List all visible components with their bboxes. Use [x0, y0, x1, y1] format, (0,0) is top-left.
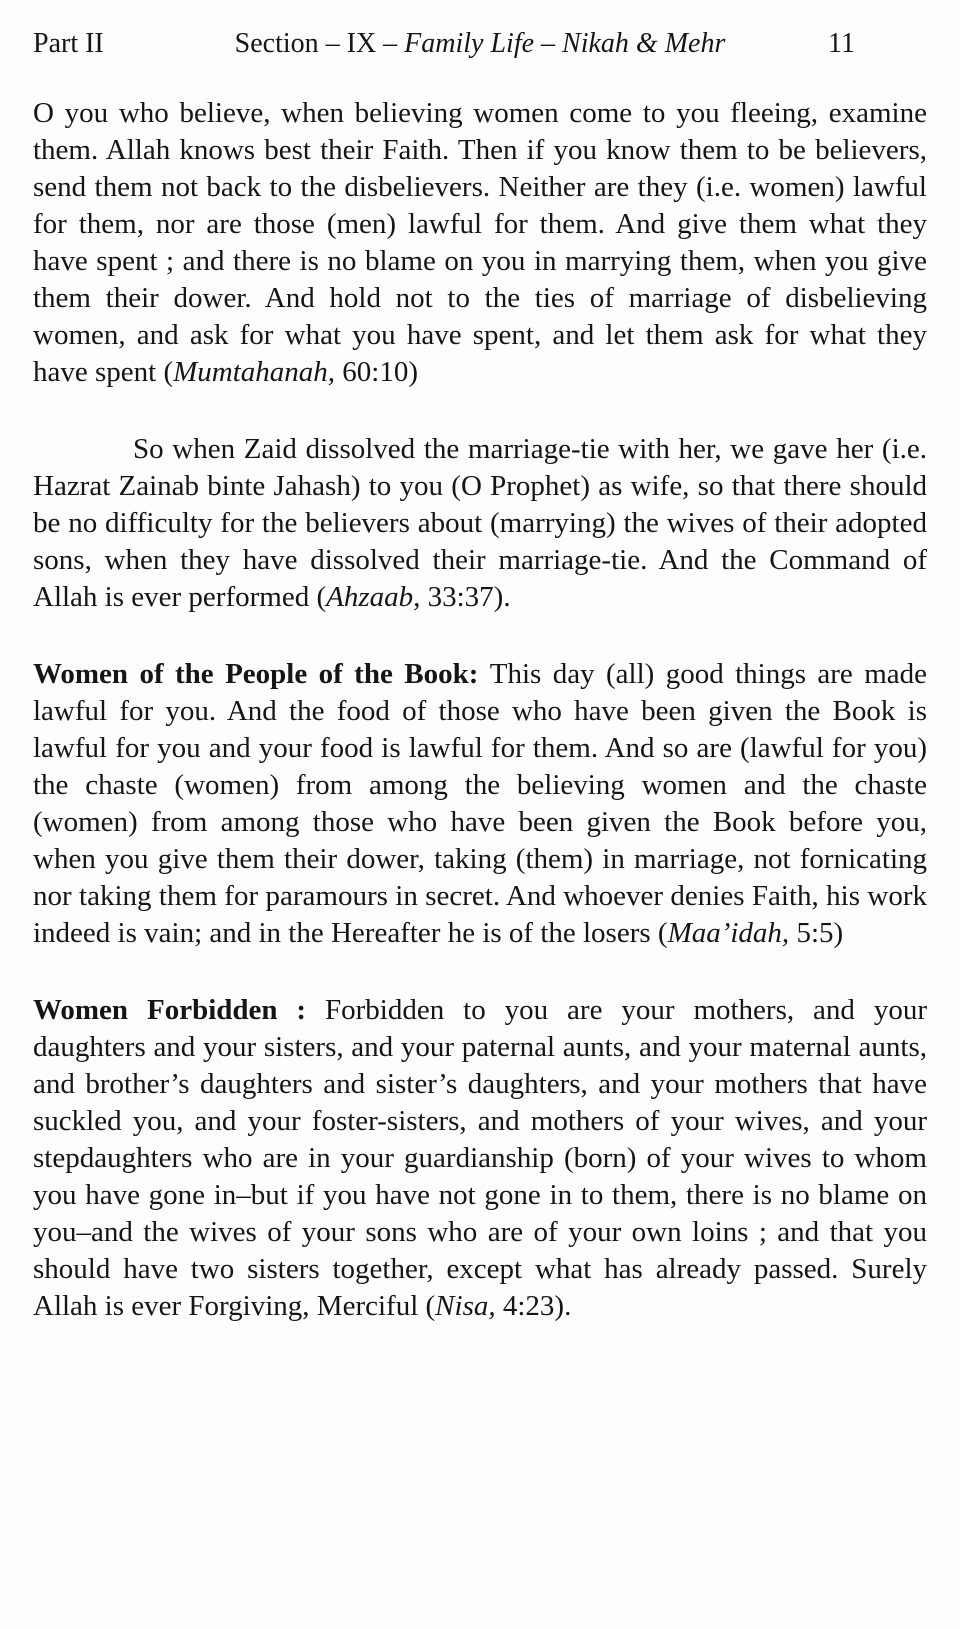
- header-section-prefix: Section – IX –: [234, 28, 405, 59]
- citation-source-italic: Nisa,: [435, 1290, 496, 1322]
- citation-source-italic: Ahzaab,: [326, 581, 421, 613]
- paragraph: [33, 992, 927, 1325]
- paragraph: [33, 95, 927, 391]
- paragraph: [33, 431, 927, 616]
- paragraph-text: 4:23).: [495, 1290, 572, 1322]
- page-body: [33, 95, 927, 1325]
- paragraph-text: 33:37).: [420, 581, 511, 613]
- paragraph-lead-bold: Women Forbidden :: [33, 994, 326, 1026]
- header-part-label: Part II: [33, 28, 104, 59]
- paragraph-lead-bold: Women of the People of the Book:: [33, 658, 490, 690]
- page-header: [33, 28, 927, 60]
- header-section-title: [182, 28, 778, 60]
- paragraph-text: This day (all) good things are made lawful for you. And the food of those who have been given the Book is lawful for you and your food is lawful for them. And so are (lawful for you) the chaste (women) from among the believing women and the chaste (women) from among those who have been given the Book before you, when you give them their dower, taking (them) in marriage, not fornicating nor taking them for paramours in secret. And whoever denies Faith, his work indeed is vain; and in the Hereafter he is of the losers (: [33, 658, 927, 949]
- citation-source-italic: Maa’idah,: [667, 917, 790, 949]
- paragraph-text: O you who believe, when believing women come to you fleeing, examine them. Allah knows best their Faith. Then if you know them to be believers, send them not back to the disbelievers. Neither are they (i.e. women) lawful for them, nor are those (men) lawful for them. And give them what they have spent ; and there is no blame on you in marrying them, when you give them their dower. And hold not to the ties of marriage of disbelieving women, and ask for what you have spent, and let them ask for what they have spent (: [33, 97, 927, 388]
- paragraph: [33, 656, 927, 952]
- page-number: 11: [828, 28, 855, 59]
- paragraph-text: 5:5): [789, 917, 844, 949]
- paragraph-text: Forbidden to you are your mothers, and your daughters and your sisters, and your paternal aunts, and your maternal aunts, and brother’s daughters and sister’s daughters, and your mothers that have suckled you, and your foster-sisters, and mothers of your wives, and your stepdaughters who are in your guardianship (born) of your wives to whom you have gone in–but if you have not gone in to them, there is no blame on you–and the wives of your sons who are of your own loins ; and that you should have two sisters together, except what has already passed. Surely Allah is ever Forgiving, Merciful (: [33, 994, 927, 1322]
- citation-source-italic: Mumtahanah,: [173, 356, 336, 388]
- paragraph-text: So when Zaid dissolved the marriage-tie with her, we gave her (i.e. Hazrat Zainab binte Jahash) to you (O Prophet) as wife, so that there should be no difficulty for the believers about (marrying) the wives of their adopted sons, when they have dissolved their marriage-tie. And the Command of Allah is ever performed (: [33, 433, 927, 613]
- paragraph-text: 60:10): [335, 356, 419, 388]
- header-section-italic-title: Family Life – Nikah & Mehr: [404, 28, 726, 59]
